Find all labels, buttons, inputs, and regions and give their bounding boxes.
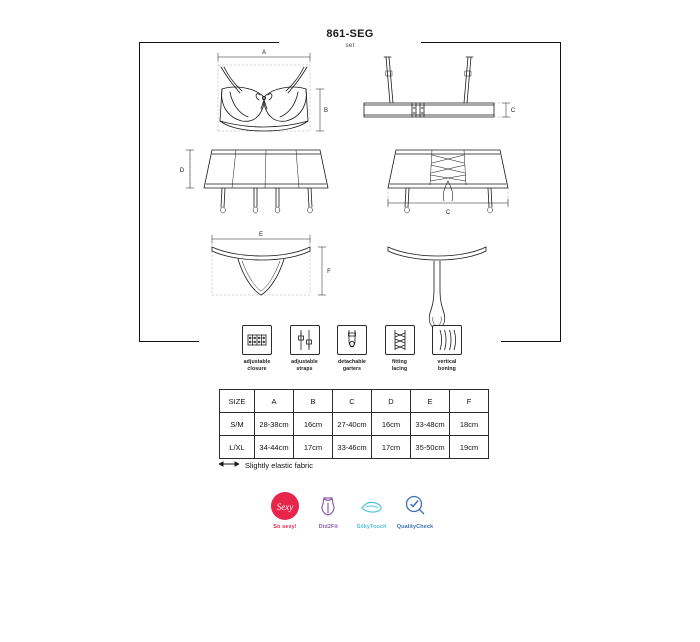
table-row xyxy=(220,436,489,459)
badge-label: SilkyTouch xyxy=(356,524,387,530)
row-b: 16cm xyxy=(294,413,333,436)
page-subtitle: set xyxy=(345,42,355,49)
table-header-d: D xyxy=(372,390,411,413)
feature-label-line1: fitting xyxy=(391,359,408,365)
technical-drawings xyxy=(150,45,550,340)
table-header-e: E xyxy=(411,390,450,413)
table-header-b: B xyxy=(294,390,333,413)
row-c: 27-40cm xyxy=(333,413,372,436)
feature-label-line1: vertical xyxy=(437,359,457,365)
feature-fitting-lacing xyxy=(379,325,421,373)
feature-label-line1: adjustable xyxy=(243,359,271,365)
frame-line-top-left xyxy=(139,42,279,43)
feature-detachable-garters xyxy=(331,325,373,373)
adjustable-straps-icon xyxy=(290,325,320,355)
adjustable-closure-icon xyxy=(242,325,272,355)
page-title: 861-SEG xyxy=(326,28,374,40)
badge-label: QualityCheck xyxy=(396,524,434,530)
badge-label: Did2Fit xyxy=(318,524,338,530)
row-d: 17cm xyxy=(372,436,411,459)
badge-so-sexy xyxy=(264,492,306,530)
svg-text:C: C xyxy=(445,210,451,216)
svg-text:C: C xyxy=(510,108,516,114)
feature-vertical-boning xyxy=(426,325,468,373)
feature-label-line2: boning xyxy=(438,366,456,372)
feature-label-line1: detachable xyxy=(337,359,367,365)
quality-check-badge-icon xyxy=(401,492,429,520)
so-sexy-badge-icon xyxy=(271,492,299,520)
feature-label-line2: closure xyxy=(247,366,267,372)
feature-icons-row xyxy=(236,325,468,373)
badge-did2fit xyxy=(307,492,349,530)
svg-text:F: F xyxy=(327,269,331,275)
svg-text:A: A xyxy=(261,50,267,56)
svg-text:E: E xyxy=(258,232,264,238)
feature-label-line2: straps xyxy=(296,366,313,372)
frame-line-bottom-left xyxy=(139,341,199,342)
svg-text:Sexy: Sexy xyxy=(276,502,294,512)
feature-adjustable-closure xyxy=(236,325,278,373)
badge-label: So sexy! xyxy=(273,524,297,530)
detachable-garters-icon xyxy=(337,325,367,355)
row-f: 18cm xyxy=(450,413,489,436)
frame-line-right xyxy=(560,42,561,342)
table-header-f: F xyxy=(450,390,489,413)
feature-label-line2: lacing xyxy=(391,366,408,372)
badge-silky-touch xyxy=(351,492,393,530)
table-header-row xyxy=(220,390,489,413)
badges-row xyxy=(264,492,436,530)
row-a: 34-44cm xyxy=(255,436,294,459)
frame-line-top-right xyxy=(421,42,561,43)
row-a: 28-38cm xyxy=(255,413,294,436)
row-f: 19cm xyxy=(450,436,489,459)
table-header-size: SIZE xyxy=(220,390,255,413)
fitting-lacing-icon xyxy=(385,325,415,355)
double-arrow-icon xyxy=(219,460,239,470)
vertical-boning-icon xyxy=(432,325,462,355)
did2fit-badge-icon xyxy=(314,492,342,520)
feature-label-line2: garters xyxy=(342,366,362,372)
elastic-fabric-note xyxy=(219,460,313,470)
row-size: L/XL xyxy=(220,436,255,459)
badge-quality-check xyxy=(394,492,436,530)
silky-touch-badge-icon xyxy=(358,492,386,520)
frame-line-left xyxy=(139,42,140,342)
row-b: 17cm xyxy=(294,436,333,459)
row-d: 16cm xyxy=(372,413,411,436)
svg-text:B: B xyxy=(323,108,329,114)
table-header-a: A xyxy=(255,390,294,413)
row-size: S/M xyxy=(220,413,255,436)
feature-label-line1: adjustable xyxy=(291,359,318,365)
row-c: 33-46cm xyxy=(333,436,372,459)
row-e: 33-48cm xyxy=(411,413,450,436)
frame-line-bottom-right xyxy=(501,341,561,342)
row-e: 35-50cm xyxy=(411,436,450,459)
svg-text:D: D xyxy=(179,168,185,174)
feature-adjustable-straps xyxy=(284,325,326,373)
elastic-fabric-label: Slightly elastic fabric xyxy=(245,460,313,470)
table-row xyxy=(220,413,489,436)
table-header-c: C xyxy=(333,390,372,413)
size-table xyxy=(219,389,489,459)
